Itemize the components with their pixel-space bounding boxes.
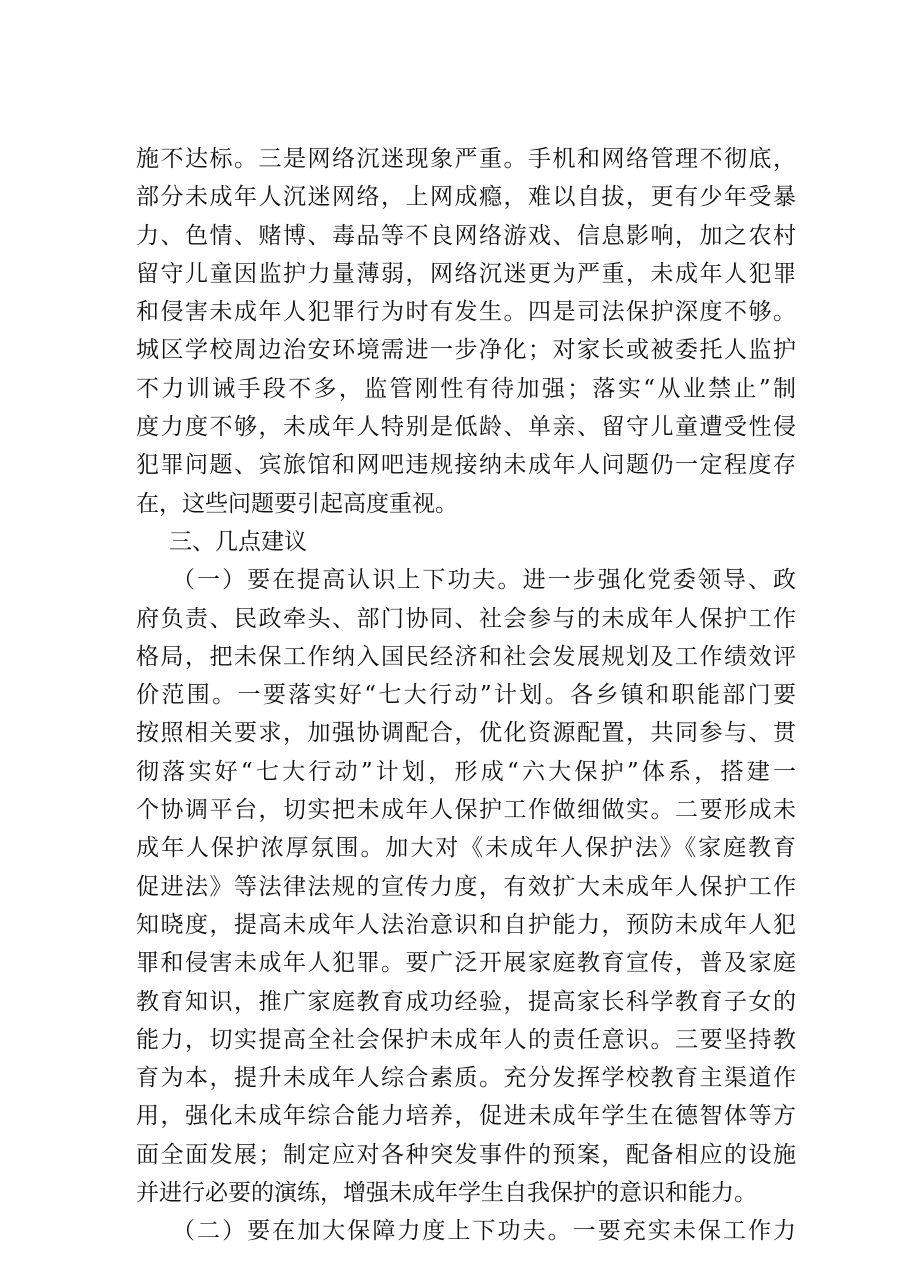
body-line: 留守儿童因监护力量薄弱，网络沉迷更为严重，未成年人犯罪 [136, 260, 796, 287]
body-line: 价范围。一要落实好“七大行动”计划。各乡镇和职能部门要 [136, 682, 796, 709]
section-heading: 三、几点建议 [169, 528, 307, 555]
body-line: 并进行必要的演练，增强未成年学生自我保护的意识和能力。 [136, 1180, 757, 1207]
body-line: 成年人保护浓厚氛围。加大对《未成年人保护法》《家庭教育 [136, 835, 796, 862]
body-line: 面全面发展；制定应对各种突发事件的预案，配备相应的设施 [136, 1141, 796, 1168]
body-line: 罪和侵害未成年人犯罪。要广泛开展家庭教育宣传，普及家庭 [136, 950, 796, 977]
body-line: 格局，把未保工作纳入国民经济和社会发展规划及工作绩效评 [136, 643, 796, 670]
body-line: 犯罪问题、宾旅馆和网吧违规接纳未成年人问题仍一定程度存 [136, 452, 796, 479]
body-line: 按照相关要求，加强协调配合，优化资源配置，共同参与、贯 [136, 720, 796, 747]
subsection-heading-line: （一）要在提高认识上下功夫。进一步强化党委领导、政 [172, 567, 796, 594]
document-body [136, 140, 796, 1251]
body-line: 彻落实好“七大行动”计划，形成“六大保护”体系，搭建一 [136, 758, 796, 785]
body-line: 知晓度，提高未成年人法治意识和自护能力，预防未成年人犯 [136, 911, 796, 938]
body-line: 在，这些问题要引起高度重视。 [136, 490, 458, 517]
body-line: 育为本，提升未成年人综合素质。充分发挥学校教育主渠道作 [136, 1065, 796, 1092]
body-line: 用，强化未成年综合能力培养，促进未成年学生在德智体等方 [136, 1103, 796, 1130]
body-line: 不力训诫手段不多，监管刚性有待加强；落实“从业禁止”制 [136, 375, 796, 402]
body-line: 府负责、民政牵头、部门协同、社会参与的未成年人保护工作 [136, 605, 796, 632]
body-line: 城区学校周边治安环境需进一步净化；对家长或被委托人监护 [136, 337, 796, 364]
body-line: 促进法》等法律法规的宣传力度，有效扩大未成年人保护工作 [136, 873, 796, 900]
body-line: 个协调平台，切实把未成年人保护工作做细做实。二要形成未 [136, 797, 796, 824]
body-line: 部分未成年人沉迷网络，上网成瘾，难以自拔，更有少年受暴 [136, 184, 796, 211]
body-line: 和侵害未成年人犯罪行为时有发生。四是司法保护深度不够。 [136, 299, 796, 326]
body-line: 度力度不够，未成年人特别是低龄、单亲、留守儿童遭受性侵 [136, 414, 796, 441]
body-line: 力、色情、赌博、毒品等不良网络游戏、信息影响，加之农村 [136, 222, 796, 249]
subsection-heading-line: （二）要在加大保障力度上下功夫。一要充实未保工作力 [172, 1218, 796, 1245]
body-line: 能力，切实提高全社会保护未成年人的责任意识。三要坚持教 [136, 1026, 796, 1053]
body-line: 教育知识，推广家庭教育成功经验，提高家长科学教育子女的 [136, 988, 796, 1015]
body-line: 施不达标。三是网络沉迷现象严重。手机和网络管理不彻底， [136, 146, 796, 172]
